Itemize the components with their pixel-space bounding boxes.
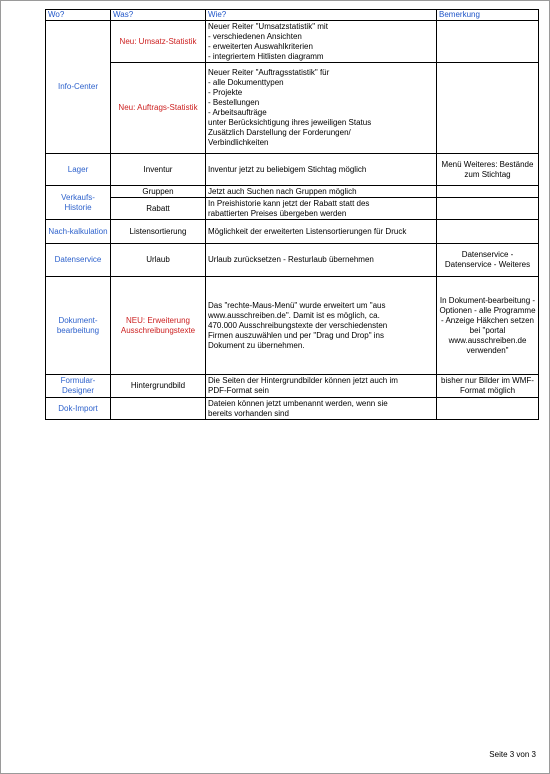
cell-bemerkung-dokimport <box>437 398 539 420</box>
cell-wie-umsatz <box>206 21 437 63</box>
header-wo: Wo? <box>46 10 111 21</box>
cell-bemerkung-umsatz <box>437 21 539 63</box>
changes-table <box>45 9 539 420</box>
text-line: rabattierten Preises übergeben werden <box>208 208 347 218</box>
cell-was-dokimport <box>111 398 206 420</box>
text-line: - Projekte <box>208 88 243 97</box>
text-line: Die Seiten der Hintergrundbilder können jetzt auch im <box>208 376 398 385</box>
cell-wo-nachkalk: Nach-kalkulation <box>46 220 111 244</box>
text-line: - verschiedenen Ansichten <box>208 31 302 41</box>
header-wie: Wie? <box>206 10 437 21</box>
cell-was-urlaub: Urlaub <box>111 244 206 277</box>
cell-was-listensortierung: Listensortierung <box>111 220 206 244</box>
header-was: Was? <box>111 10 206 21</box>
cell-was-inventur: Inventur <box>111 154 206 186</box>
header-bemerkung: Bemerkung <box>437 10 539 21</box>
table-row <box>46 198 539 220</box>
text-line: Dateien können jetzt umbenannt werden, wenn sie <box>208 398 388 408</box>
cell-wie-ausschreibung <box>206 277 437 375</box>
cell-wie-gruppen: Jetzt auch Suchen nach Gruppen möglich <box>206 186 437 198</box>
table-row <box>46 63 539 154</box>
cell-wo-dokimport: Dok-Import <box>46 398 111 420</box>
cell-bemerkung-formular: bisher nur Bilder im WMF-Format möglich <box>437 375 539 398</box>
cell-wo-formular: Formular-Designer <box>46 375 111 398</box>
cell-wie-inventur: Inventur jetzt zu beliebigem Stichtag möglich <box>206 154 437 186</box>
text-line: Dokument zu übernehmen. <box>208 340 305 350</box>
cell-wie-rabatt <box>206 198 437 220</box>
cell-was-umsatz: Neu: Umsatz-Statistik <box>111 21 206 63</box>
table-row <box>46 244 539 277</box>
text-line: - alle Dokumenttypen <box>208 78 284 87</box>
cell-wie-dokimport <box>206 398 437 420</box>
text-line: Firmen auszuwählen und per "Drag und Drop" ins <box>208 330 384 340</box>
table-row <box>46 277 539 375</box>
text-line: unter Berücksichtigung ihres jeweiligen Status <box>208 118 372 127</box>
text-line: - Bestellungen <box>208 98 260 107</box>
text-line: PDF-Format sein <box>208 386 269 395</box>
cell-wie-listensortierung: Möglichkeit der erweiterten Listensortierungen für Druck <box>206 220 437 244</box>
text-line: www.ausschreiben.de". Damit ist es möglich, ca. <box>208 310 380 320</box>
table-row <box>46 21 539 63</box>
cell-wo-datenservice: Datenservice <box>46 244 111 277</box>
cell-bemerkung-lager: Menü Weiteres: Bestände zum Stichtag <box>437 154 539 186</box>
text-line: Das "rechte-Maus-Menü" wurde erweitert um "aus <box>208 300 386 310</box>
cell-bemerkung-rabatt <box>437 198 539 220</box>
text-line: Verbindlichkeiten <box>208 138 269 147</box>
cell-was-gruppen: Gruppen <box>111 186 206 198</box>
cell-was-rabatt: Rabatt <box>111 198 206 220</box>
cell-wo-verkauf: Verkaufs-Historie <box>46 186 111 220</box>
page-number: Seite 3 von 3 <box>489 750 536 759</box>
text-line: - erweiterten Auswahlkriterien <box>208 41 313 51</box>
cell-bemerkung-auftrag <box>437 63 539 154</box>
text-line: Neuer Reiter "Auftragsstatistik" für <box>208 68 330 77</box>
text-line: 470.000 Ausschreibungstexte der verschiedensten <box>208 320 388 330</box>
text-line: Neuer Reiter "Umsatzstatistik" mit <box>208 21 328 31</box>
cell-bemerkung-dokbearb: In Dokument-bearbeitung - Optionen - alle Programme - Anzeige Häkchen setzen bei "portal www.ausschreiben.de verwenden" <box>437 277 539 375</box>
cell-wo-lager: Lager <box>46 154 111 186</box>
cell-wie-auftrag <box>206 63 437 154</box>
header-row <box>46 10 539 21</box>
cell-wie-urlaub: Urlaub zurücksetzen - Resturlaub übernehmen <box>206 244 437 277</box>
cell-wie-hintergrundbild <box>206 375 437 398</box>
cell-was-ausschreibung: NEU: Erweiterung Ausschreibungstexte <box>111 277 206 375</box>
table-row <box>46 220 539 244</box>
cell-bemerkung-gruppen <box>437 186 539 198</box>
cell-bemerkung-nachkalk <box>437 220 539 244</box>
cell-was-hintergrundbild: Hintergrundbild <box>111 375 206 398</box>
text-line: - integriertem Hitlisten diagramm <box>208 51 324 61</box>
cell-was-auftrag: Neu: Auftrags-Statistik <box>111 63 206 154</box>
table-row <box>46 375 539 398</box>
cell-wo-dokbearb: Dokument-bearbeitung <box>46 277 111 375</box>
cell-wo-infocenter: Info-Center <box>46 21 111 154</box>
text-line: - Arbeitsaufträge <box>208 108 267 117</box>
text-line: Zusätzlich Darstellung der Forderungen/ <box>208 128 351 137</box>
table-row <box>46 398 539 420</box>
table-row <box>46 186 539 198</box>
text-line: bereits vorhanden sind <box>208 408 289 418</box>
table-row <box>46 154 539 186</box>
text-line: In Preishistorie kann jetzt der Rabatt statt des <box>208 198 370 208</box>
cell-bemerkung-datenservice: Datenservice - Datenservice - Weiteres <box>437 244 539 277</box>
